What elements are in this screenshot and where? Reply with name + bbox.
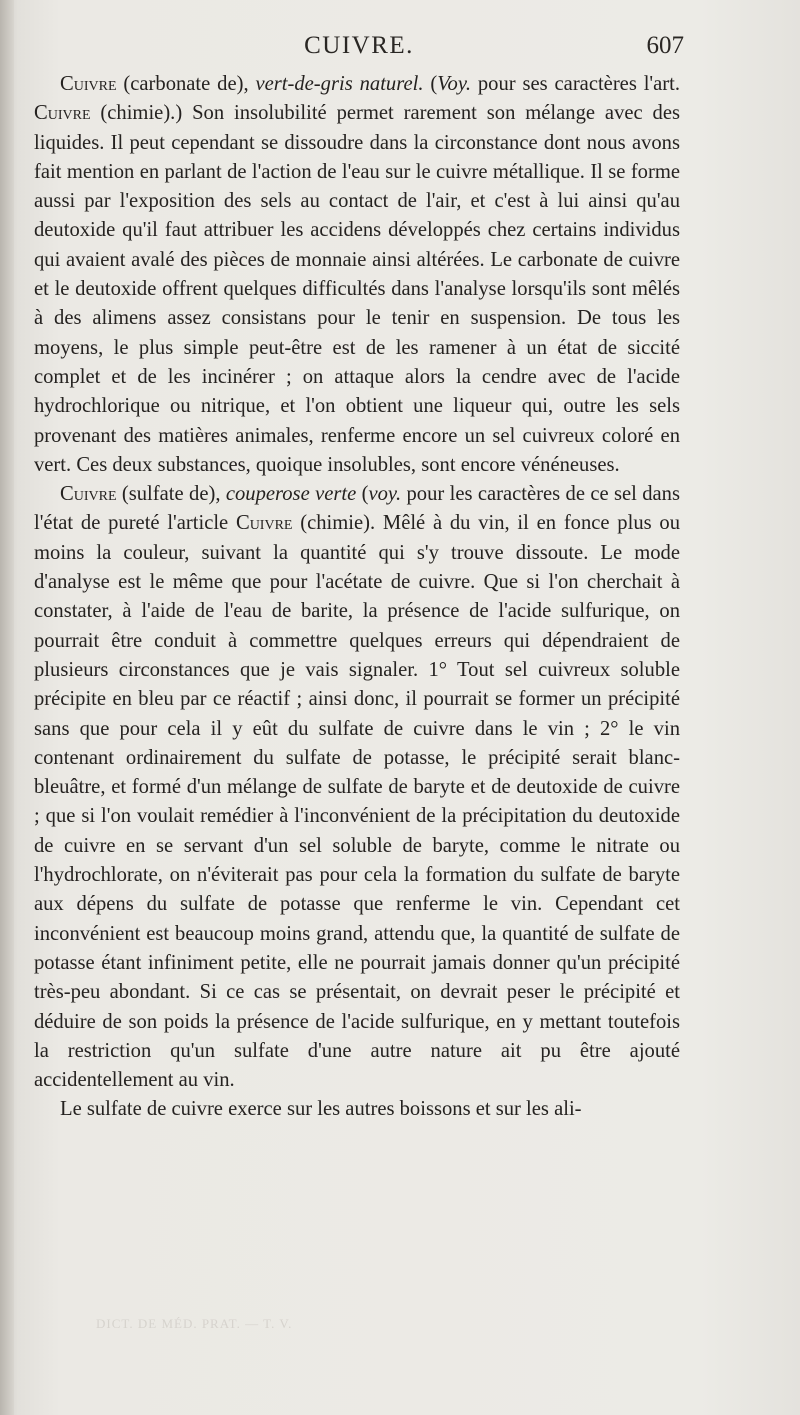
paragraph-text: pour ses caractères l'art. <box>470 73 681 95</box>
entry-heading: Cuivre <box>60 73 117 95</box>
running-head: CUIVRE. <box>304 32 414 59</box>
paragraph-sulfate <box>34 480 680 1095</box>
paragraph-text: ( <box>356 483 369 506</box>
entry-synonym: couperose verte <box>225 483 357 506</box>
paragraph-last: Le sulfate de cuivre exerce sur les autres boissons et sur les ali- <box>60 1098 582 1121</box>
cross-ref-word: Cuivre <box>235 512 293 535</box>
signature-mark: DICT. DE MÉD. PRAT. — T. V. <box>96 1316 293 1331</box>
paragraph-text: pour les caractères de ce sel dans l'état de pureté l'article <box>34 483 680 535</box>
paragraph-text: ( <box>423 73 438 95</box>
cross-ref-marker: Voy. <box>437 73 471 95</box>
entry-qualifier: (sulfate de), <box>116 483 226 506</box>
body-text <box>34 70 680 1125</box>
paragraph-text: (chimie).) Son insolubilité permet rarement son mélange avec des liquides. Il peut cependant se dissoudre dans la circonstance dont nous avons fait mention en parlant de l'action de l'eau sur le cuivre métallique. Il se forme aussi par l'exposition des sels au contact de l'air, et c'est à lui ainsi qu'au deutoxide qu'il faut attribuer les accidens développés chez certains individus qui avaient avalé des pièces de monnaie ainsi altérées. Le carbonate de cuivre et le deutoxide offrent quelques difficultés dans l'analyse lorsqu'ils sont mêlés à des alimens assez consistans pour le tenir en suspension. De tous les moyens, le plus simple peut-être est de les ramener à un état de siccité complet et de les incinérer ; on attaque alors la cendre avec de l'acide hydrochlorique ou nitrique, et l'on obtient une liqueur qui, outre les sels provenant des matières animales, renferme encore un sel cuivreux coloré en vert. Ces deux substances, quoique insolubles, sont encore vénéneuses. <box>34 102 680 476</box>
cross-ref-word: Cuivre <box>34 102 91 125</box>
entry-heading: Cuivre <box>60 483 117 506</box>
entry-synonym: vert-de-gris naturel. <box>255 73 424 95</box>
entry-qualifier: (carbonate de), <box>116 73 256 95</box>
paragraph-text: (chimie). Mêlé à du vin, il en fonce plus ou moins la couleur, suivant la quantité qui s'y trouve dissoute. Le mode d'analyse est le même que pour l'acétate de cuivre. Que si l'on cherchait à constater, à l'aide de l'eau de barite, la présence de l'acide sulfurique, on pourrait être conduit à commettre quelques erreurs qui dépendraient de plusieurs circonstances que je vais signaler. 1° Tout sel cuivreux soluble précipite en bleu par ce réactif ; ainsi donc, il pourrait se former un précipité sans que pour cela il y eût du sulfate de cuivre dans le vin ; 2° le vin contenant ordinairement du sulfate de potasse, le précipité serait blanc-bleuâtre, et formé d'un mélange de sulfate de baryte et de deutoxide de cuivre ; que si l'on voulait remédier à l'inconvénient de la précipitation du deutoxide de cuivre en se servant d'un sel soluble de baryte, comme le nitrate ou l'hydrochlorate, on n'éviterait pas pour cela la formation du sulfate de baryte aux dépens du sulfate de potasse que renferme le vin. Cependant cet inconvénient est beaucoup moins grand, attendu que, la quantité de sulfate de potasse étant infiniment petite, elle ne pourrait jamais donner qu'un précipité très-peu abondant. Si ce cas se présentait, on devrait peser le précipité et déduire de son poids la présence de l'acide sulfurique, en y mettant toutefois la restriction qu'un sulfate d'une autre nature ait pu être ajouté accidentellement au vin. <box>34 512 680 1092</box>
cross-ref-marker: voy. <box>368 483 402 506</box>
page-header <box>34 32 684 68</box>
page-number: 607 <box>646 32 684 59</box>
paragraph-carbonate <box>34 70 680 480</box>
page-gutter-shadow <box>0 0 14 1415</box>
